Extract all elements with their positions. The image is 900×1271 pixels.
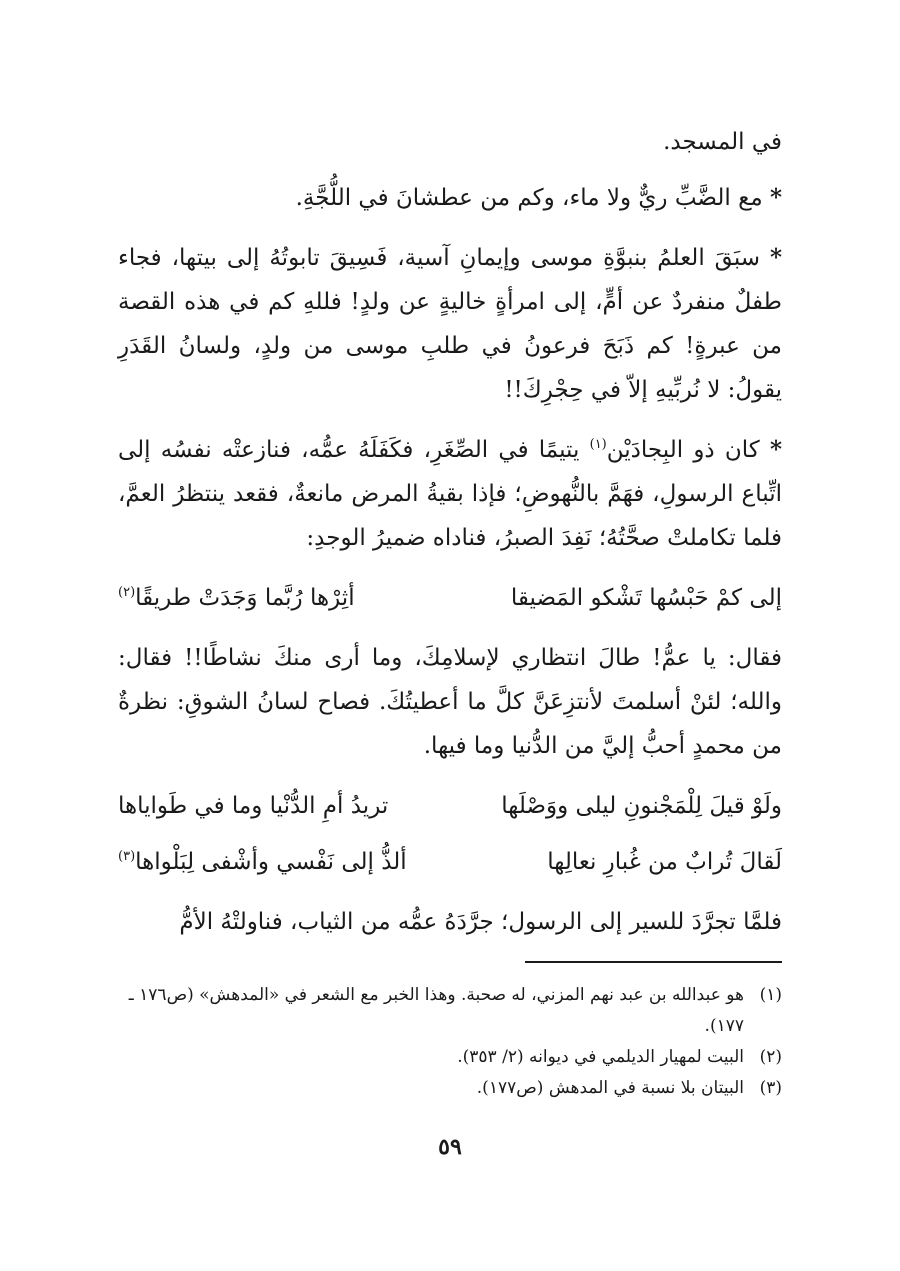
paragraph-dialogue: فقال: يا عمُّ! طالَ انتظاري لإسلامِكَ، وما أرى منكَ نشاطًا!! فقال: والله؛ لئنْ أسلمتَ لأنتزِعَنَّ كلَّ ما أعطيتُكَ. فصاح لسانُ الشوقِ: نظرةٌ من محمدٍ أحبُّ إليَّ من الدُّنيا وما فيها. [118,645,782,759]
verse-line-1 [118,576,782,620]
footnote-item [118,1073,782,1104]
footnote-ref-3[interactable]: (٣) [118,849,136,864]
paragraph-text: يتيمًا في الصِّغَرِ، فكَفَلَهُ عمُّه، فنازعتْه نفسُه إلى اتِّباع الرسولِ، فهَمَّ بالنُّهوضِ؛ فإذا بقيةُ المرض مانعةٌ، فقعد ينتظرُ العمَّ، فلما تكاملتْ صحَّتُهُ؛ نَفِدَ الصبرُ، فناداه ضميرُ الوجدِ: [118,437,782,551]
paragraph-continuation: في المسجد. [663,129,782,155]
footnote-number: (٢) [759,1047,782,1067]
asterisk-bullet: * [769,184,782,211]
footnote-ref-1[interactable]: (١) [589,437,607,452]
footnote-number: (٣) [759,1078,782,1098]
paragraph-bijadayn [118,428,782,560]
verse-hemistich-second [118,576,355,620]
verse-line-2 [118,784,782,828]
footnotes [118,980,782,1104]
asterisk-bullet: * [769,436,782,463]
paragraph-text: كان ذو البِجادَيْن [606,437,760,463]
verse-hemistich-first: إلى كمْ حَبْسُها تَشْكو المَضيقا [510,585,782,611]
footnote-item [118,980,782,1042]
main-text [118,120,782,944]
paragraph-text: مع الضَّبِّ ريٌّ ولا ماء، وكم من عطشانَ في اللُّجَّةِ. [295,185,763,211]
paragraph-moses [118,236,782,412]
paragraph-text: سبَقَ العلمُ بنبوَّةِ موسى وإيمانِ آسية، فَسِيقَ تابوتُهُ إلى بيتها، فجاء طفلٌ منفردٌ عن أمٍّ، إلى امرأةٍ خاليةٍ عن ولدٍ! فللهِ كم في هذه القصة من عبرةٍ! كم ذَبَحَ فرعونُ في طلبِ موسى من ولدٍ، ولسانُ القَدَرِ يقولُ: لا نُربِّيهِ إلاّ في حِجْرِكَ!! [118,245,782,403]
page-number: ٥٩ [438,1134,462,1160]
verse-text: ألذُّ إلى نَفْسي وأشْفى لِبَلْواها [135,849,407,875]
verse-hemistich-second [118,840,407,884]
footnote-text: البيتان بلا نسبة في المدهش (ص١٧٧). [476,1078,744,1098]
asterisk-bullet: * [769,244,782,271]
footnote-divider [525,961,782,963]
paragraph-final: فلمَّا تجرَّدَ للسير إلى الرسول؛ جرَّدَهُ عمُّه من الثياب، فناولتْهُ الأمُّ [179,909,782,935]
footnote-number: (١) [759,985,782,1005]
verse-hemistich-first: ولَوْ قيلَ لِلْمَجْنونِ ليلى ووَصْلَها [501,793,782,819]
verse-line-3 [118,840,782,884]
footnote-ref-2[interactable]: (٢) [118,585,136,600]
footnote-text: البيت لمهيار الديلمي في ديوانه (٢/ ٣٥٣). [457,1047,744,1067]
verse-hemistich-second: تريدُ أمِ الدُّنْيا وما في طَواياها [118,793,389,819]
paragraph-proverb [118,176,782,220]
verse-hemistich-first: لَقالَ تُرابٌ من غُبارِ نعالِها [547,849,782,875]
footnote-item [118,1042,782,1073]
verse-text: أثِرْها رُبَّما وَجَدَتْ طريقًا [135,585,355,611]
footnote-text: هو عبدالله بن عبد نهم المزني، له صحبة. وهذا الخبر مع الشعر في «المدهش» (ص١٧٦ ـ ١٧٧). [128,985,744,1036]
